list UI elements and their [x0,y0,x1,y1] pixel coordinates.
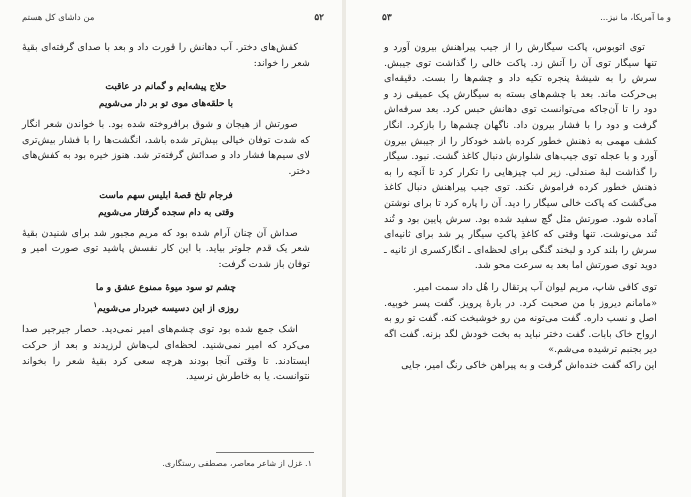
right-page-header [382,10,671,26]
paragraph: «مامانم دیروز با من صحبت کرد. در بارهٔ پرویز. گفت پسر خوبیه. اصل و نسب داره. گفت می‌تونه من رو خوشبخت کنه. گفت تو رو به ارواح خاک بابات. گفت دختر نباید به بخت خودش لگد بزنه. گفت اگه دیر بجنبم ترشیده می‌شم.» [384,297,657,356]
paragraph: صداش آن چنان آرام شده بود که مریم مجبور شد برای شنیدن بقیهٔ شعر یک قدم جلوتر بیاید. با این کار نفسش پاشید توی صورت امیر و توفان باز شدت گرفت: [22,227,310,270]
paragraph: کفش‌های دختر. آب دهانش را قورت داد و بعد با صدای گرفته‌ای بقیهٔ شعر را خواند: [22,42,310,69]
paragraph: توی اتوبوس، پاکت سیگارش را از جیب پیراهنش بیرون آورد و تنها سیگار توی آن را آتش زد. پاکت خالی را گذاشت توی جیبش. سرش را به شیشهٔ پنجره تکیه داد و چشم‌ها را بست. دقیقه‌ای بی‌حرکت ماند. بعد با چشم‌های بسته به سیگارش پک عمیقی زد و دود را تا آن‌جاکه می‌توانست توی دهانش حبس کرد. بعد سرفه‌اش گرفت و دود را با فشار بیرون داد. ناگهان چشم‌ها را بازکرد. انگار کشف مهمی به ذهنش خطور کرده باشد خودکار را از جیبش بیرون آورد و با عجله توی جیب‌های شلوارش دنبال کاغذ گشت. نبود. سیگار را گذاشت لبهٔ صندلی. زیر لب چیزهایی را تکرار کرد تا آنچه را به ذهنش خطور کرده فراموش نکند. توی جیب پیراهنش دنبال کاغذ می‌گشت که پاکت خالی سیگار را دید. آن را پاره کرد تا برای نوشتن آماده شود. صورتش مثل گچ سفید شده بود. سرش پایین بود و تُند تُند می‌نوشت. تنها وقتی که کاغذِ پاکتِ سیگار پر شد برای ثانیه‌ای سرش را بلند کرد و لبخند گنگی برای لحظه‌ای ـ انگارکسری از ثانیه ـ دوید توی صورتش اما بعد به سرعت محو شد. [384,42,657,272]
verse-line: چشم تو سود میوهٔ ممنوع عشق و ما [95,282,237,294]
verse-line: با حلقه‌های موی تو بر دار می‌شویم [98,98,234,110]
paragraph: این راکه گفت خنده‌اش گرفت و به پیراهن خاکی رنگ امیر، جایی [401,359,657,371]
footnote-divider [216,452,314,453]
right-page-body [384,40,657,373]
left-page-body [22,40,310,385]
running-title: و ما آمریکا، ما نیز... [600,13,671,23]
page-number: ۵۳ [382,13,392,23]
right-page [346,0,691,497]
page-number: ۵۲ [314,13,324,23]
left-page-header [22,10,324,26]
left-page [0,0,342,497]
verse-line [22,297,310,316]
footnote-mark: ۱ [93,300,98,310]
footnote: ۱. غزل از شاعر معاصر، مصطفی رستگاری. [162,458,312,468]
verse-line: حلاج پیشه‌ایم و گمانم در عاقبت [105,81,227,93]
verse-line: وقتی به دام سجده گرفتار می‌شویم [98,206,234,218]
paragraph: صورتش از هیجان و شوق برافروخته شده بود. با خواندن شعر انگار که شدت توفان خیالی بیش‌تر شده باشد، انگشت‌ها را با فشار بیش‌تری لای سیم‌ها فشار داد و صدائش گرفته‌تر شد. هنوز خیره بود به کفش‌های دختر. [22,119,310,177]
paragraph: توی کافی شاپ، مریم لیوان آب پرتقال را هُل داد سمت امیر. [412,281,657,293]
verse-text: روزی از این دسیسه خبردار می‌شویم [97,303,239,315]
paragraph: اشک جمع شده بود توی چشم‌های امیر نمی‌دید. حصار جیرجیر صدا می‌کرد که امیر نمی‌شنید. لحظه‌ای لب‌هاش لرزیدند و بعد از حرکت ایستادند. تا وقتی آنجا بودند هرچه سعی کرد بقیهٔ شعر را بخواند نتوانست. یا به خاطرش نرسید. [22,324,310,383]
verse-line: فرجام تلخ قصهٔ ابلیس سهم ماست [99,189,233,201]
running-title: من داشای کل هستم [22,13,95,23]
